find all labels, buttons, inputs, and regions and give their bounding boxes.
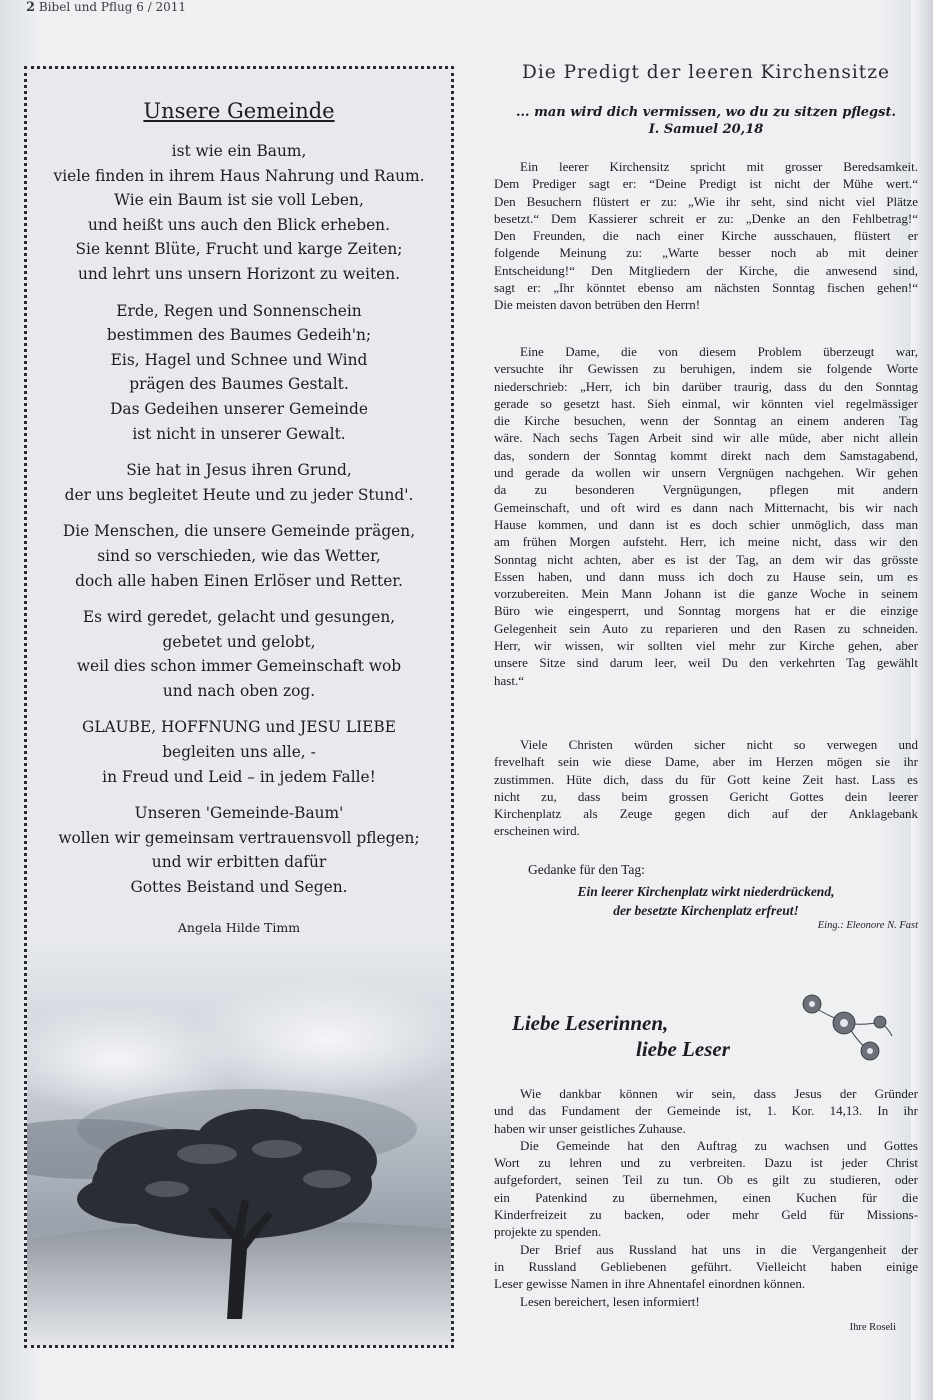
text-line: Gelegenheit sein Auto zu reparieren und den Rasen zu schneiden. [494, 620, 918, 636]
letter-signature: Ihre Roseli [849, 1322, 896, 1333]
text-line: Wort zu lehren und zu verbreiten. Dazu ist jeder Christ [494, 1155, 918, 1171]
text-line: und das Fundament der Gemeinde ist, 1. Kor. 14,13. In ihr [494, 1103, 918, 1119]
text-line: versuchte ihr Gewissen zu beruhigen, indem sie folgende Worte [494, 361, 918, 377]
text-line: Die meisten davon betrüben den Herrn! [494, 297, 701, 313]
poem-line: Sie hat in Jesus ihren Grund, [126, 461, 352, 480]
text-line: die Kirche besuchen, wenn der Sonntag an einem anderen Tag [494, 413, 918, 429]
poem-line: Die Menschen, die unsere Gemeinde prägen, [62, 522, 416, 541]
greeting-line-2: liebe Leser [636, 1037, 730, 1061]
greeting-line-1: Liebe Leserinnen, [512, 1011, 669, 1035]
article-title: Die Predigt der leeren Kirchensitze [522, 62, 890, 83]
poem-line: ist wie ein Baum, [171, 142, 307, 160]
text-line: Gemeinschaft, und oft wird es dann nach Mitternacht, bis wir nach [494, 499, 918, 515]
poem-stanza [33, 299, 445, 447]
poem-stanza [33, 715, 445, 789]
letter-paragraph [494, 1293, 918, 1310]
text-line: Lesen bereichert, lesen informiert! [520, 1293, 700, 1309]
text-line: Die Gemeinde hat den Auftrag zu wachsen und Gottes [520, 1137, 918, 1153]
tree-landscape-image [27, 939, 451, 1348]
poem-line: bestimmen des Baumes Gedeih'n; [106, 326, 372, 345]
poem-stanza [33, 519, 445, 593]
poem-line: begleiten uns alle, - [162, 743, 316, 762]
text-line: Viele Christen würden sicher nicht so verwegen und [520, 737, 918, 752]
poem-box [24, 66, 454, 1348]
text-line: Leser gewisse Namen in ihre Ahnentafel einordnen können. [494, 1276, 806, 1292]
text-line: Ein leerer Kirchensitz spricht mit grosser Beredsamkeit. [520, 159, 918, 174]
thought-of-the-day [494, 882, 918, 920]
thought-label: Gedanke für den Tag: [528, 862, 645, 877]
article-paragraph-1 [494, 158, 918, 314]
article-paragraph-3 [494, 736, 918, 840]
poem-stanza [33, 139, 445, 287]
text-line: niederschrieb: „Herr, ich bin darüber traurig, dass du den Sonntag [494, 378, 918, 394]
poem-line: Eis, Hagel und Schnee und Wind [110, 350, 368, 369]
text-line: erscheinen wird. [494, 823, 580, 839]
text-line: aufgefordert, seinen Teil zu tun. Ob es gilt zu studieren, oder [494, 1172, 918, 1188]
text-line: Hause kommen, und dann ist es doch schier unmöglich, dass man [494, 516, 918, 532]
poem-line: und lehrt uns unsern Horizont zu weiten. [77, 264, 401, 283]
poem-line: Erde, Regen und Sonnenschein [116, 301, 362, 320]
text-line: am frühen Morgen aufsteht. Herr, ich meine nicht, dass wir den [494, 534, 918, 550]
poem-line: Das Gedeihen unserer Gemeinde [110, 399, 368, 418]
text-line: Eine Dame, die von diesem Problem überzeugt war, [520, 344, 918, 359]
letter-paragraph [494, 1241, 918, 1293]
poem-line: Unseren 'Gemeinde-Baum' [134, 804, 344, 823]
poem-line: Wie ein Baum ist sie voll Leben, [114, 191, 364, 210]
text-line: das, sondern der Sonntag kommt direkt nach dem Samstagabend, [494, 447, 918, 463]
text-line: sagt er: „Ihr könntet ebenso am nächsten Sonntag fischen gehen!“ [494, 280, 918, 296]
text-line: projekte zu spenden. [494, 1224, 602, 1240]
poem-stanza [33, 605, 445, 703]
poem-author: Angela Hilde Timm [177, 920, 301, 935]
poem-line: viele finden in ihrem Haus Nahrung und Raum. [53, 166, 425, 185]
poem-line: ist nicht in unserer Gewalt. [132, 424, 346, 443]
text-line: Wie dankbar können wir sein, dass Jesus der Gründer [520, 1086, 918, 1101]
text-line: Dem Prediger sagt er: “Deine Predigt ist nicht der Mühe wert.“ [494, 176, 918, 192]
text-line: frevelhaft sein wie diese Dame, aber im Herzen mögen sie ihr [494, 754, 918, 770]
poem-line: doch alle haben Einen Erlöser und Retter. [75, 571, 403, 590]
magazine-issue: Bibel und Pflug 6 / 2011 [38, 0, 187, 14]
poem-line: und wir erbitten dafür [151, 853, 327, 872]
letter-paragraph [494, 1085, 918, 1137]
text-line: Der Brief aus Russland hat uns in die Vergangenheit der [520, 1241, 918, 1257]
thought-line-2: der besetzte Kirchenplatz erfreut! [613, 903, 799, 918]
article-quote [494, 104, 918, 138]
poem-stanza [33, 458, 445, 507]
poem-line: der uns begleitet Heute und zu jeder Stund'. [64, 485, 414, 504]
poem-line: Es wird geredet, gelacht und gesungen, [82, 608, 396, 627]
poem-line: gebetet und gelobt, [162, 632, 316, 651]
poem-stanzas [33, 139, 445, 912]
text-line: nicht zu, dass beim grossen Gericht Gottes dein leerer [494, 788, 918, 804]
text-line: zustimmen. Hüte dich, dass du für Gott keine Zeit hast. Lass es [494, 771, 918, 787]
page-number: 2 [26, 0, 36, 15]
text-line: wäre. Nach sechs Tagen Arbeit sind wir alle müde, aber nicht allein [494, 430, 918, 446]
poem-line: in Freud und Leid – in jedem Falle! [102, 767, 376, 786]
text-line: Entscheidung!“ Den Mitgliedern der Kirche, die anwesend sind, [494, 262, 918, 278]
text-line: Büro wie eingesperrt, und Sonntag morgens hat er die einzige [494, 603, 918, 619]
letter-greeting [512, 1010, 812, 1062]
text-line: Kinderfreizeit zu backen, oder mehr Geld für Missions- [494, 1207, 918, 1223]
page-header [26, 0, 186, 15]
text-line: Essen haben, und dann muss ich doch zu Hause sein, um es [494, 568, 918, 584]
text-line: unsere Sitze sind darum leer, weil Du den verkehrten Tag gewählt [494, 655, 918, 671]
text-line: folgende Meinung zu: „Warte besser noch ab mit deiner [494, 245, 918, 261]
poem-line: Sie kennt Blüte, Frucht und karge Zeiten; [75, 240, 403, 259]
article-paragraph-2 [494, 343, 918, 689]
flowers-illustration-icon [792, 988, 902, 1068]
poem-line: weil dies schon immer Gemeinschaft wob [76, 657, 402, 676]
text-line: und gerade da wollen wir unsern Vergnügen nachgehen. Wir gehen [494, 465, 918, 481]
text-line: besetzt.“ Dem Kassierer schreit er zu: „Denke an den Fehlbetrag!“ [494, 210, 918, 226]
text-line: haben wir unser geistliches Zuhause. [494, 1120, 686, 1136]
poem-stanza [33, 801, 445, 899]
letter-paragraph [494, 1137, 918, 1241]
poem-line: Gottes Beistand und Segen. [130, 878, 348, 897]
text-line: in Russland Gebliebenen geführt. Vielleicht haben einige [494, 1258, 918, 1274]
quote-reference: I. Samuel 20,18 [648, 122, 764, 137]
text-line: Den Besuchern flüstert er zu: „Wie ihr seht, sind nicht viel Plätze [494, 193, 918, 209]
poem-line: wollen wir gemeinsam vertrauensvoll pflegen; [58, 828, 420, 847]
poem-line: und nach oben zog. [162, 681, 316, 700]
text-line: da zu besonderen Vergnügungen, pflegen mit andern [494, 482, 918, 498]
thought-line-1: Ein leerer Kirchenplatz wirkt niederdrückend, [577, 884, 835, 899]
poem-title: Unsere Gemeinde [143, 99, 335, 123]
poem-line: und heißt uns auch den Blick erheben. [87, 215, 390, 234]
letter-body [494, 1085, 918, 1310]
text-line: Sonntag nicht achten, aber es ist der Tag, an dem wir das grösste [494, 551, 918, 567]
text-line: hast.“ [494, 672, 524, 688]
text-line: vorzubereiten. Mein Mann Johann ist die ganze Woche in seinem [494, 586, 918, 602]
poem-line: prägen des Baumes Gestalt. [129, 375, 349, 394]
text-line: Den Freunden, die nach einer Kirche ausschauen, flüstert er [494, 228, 918, 244]
text-line: Herr, wir wissen, wir sollten viel mehr zur Kirche gehen, aber [494, 638, 918, 654]
text-line: gerade so gesetzt hast. Sieh einmal, wir könnten viel regelmässiger [494, 395, 918, 411]
article-credit: Eing.: Eleonore N. Fast [817, 920, 918, 931]
text-line: Kirchenplatz als Zeuge gegen dich auf der Anklagebank [494, 806, 918, 822]
quote-text: ... man wird dich vermissen, wo du zu sitzen pflegst. [515, 105, 896, 120]
poem-line: sind so verschieden, wie das Wetter, [97, 546, 381, 565]
poem-line: GLAUBE, HOFFNUNG und JESU LIEBE [82, 718, 396, 737]
text-line: ein Patenkind zu übernehmen, einen Kuchen für die [494, 1189, 918, 1205]
